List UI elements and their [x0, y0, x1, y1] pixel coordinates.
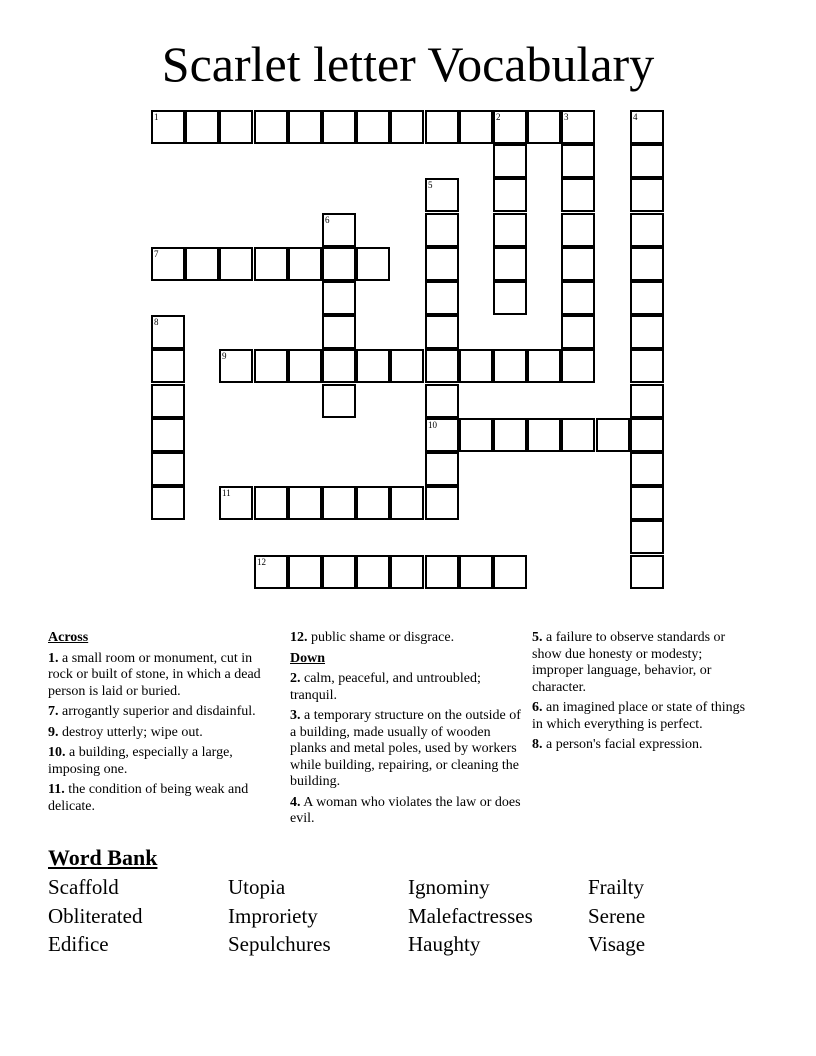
grid-cell[interactable]: [425, 418, 459, 452]
grid-cell[interactable]: [151, 384, 185, 418]
grid-cell[interactable]: [356, 349, 390, 383]
word-bank-item: Visage: [588, 932, 646, 956]
grid-cell[interactable]: [288, 349, 322, 383]
grid-cell[interactable]: [151, 315, 185, 349]
grid-cell[interactable]: [425, 247, 459, 281]
grid-cell[interactable]: [561, 110, 595, 144]
clue-across-7: 7. arrogantly superior and disdainful.: [48, 704, 256, 719]
grid-cell[interactable]: [630, 247, 664, 281]
grid-cell[interactable]: [254, 486, 288, 520]
grid-cell[interactable]: [630, 555, 664, 589]
grid-cell[interactable]: [322, 486, 356, 520]
grid-cell[interactable]: [425, 349, 459, 383]
word-bank-item: Frailty: [588, 875, 644, 899]
grid-cell[interactable]: [561, 178, 595, 212]
grid-cell[interactable]: [356, 486, 390, 520]
grid-cell[interactable]: [288, 110, 322, 144]
grid-cell[interactable]: [390, 555, 424, 589]
grid-cell[interactable]: [630, 178, 664, 212]
grid-cell[interactable]: [630, 452, 664, 486]
grid-cell[interactable]: [356, 110, 390, 144]
clue-number: 3: [564, 112, 569, 122]
grid-cell[interactable]: [322, 213, 356, 247]
clue-down-5: 5. a failure to observe standards or show due honesty or modesty; improper language, behavior, or character.: [532, 630, 726, 695]
clue-number: 10: [428, 420, 437, 430]
grid-cell[interactable]: [219, 486, 253, 520]
grid-cell[interactable]: [561, 247, 595, 281]
grid-cell[interactable]: [254, 349, 288, 383]
grid-cell[interactable]: [527, 418, 561, 452]
grid-cell[interactable]: [390, 110, 424, 144]
grid-cell[interactable]: [630, 213, 664, 247]
grid-cell[interactable]: [356, 247, 390, 281]
grid-cell[interactable]: [288, 555, 322, 589]
grid-cell[interactable]: [596, 418, 630, 452]
grid-cell[interactable]: [493, 281, 527, 315]
clue-down-6: 6. an imagined place or state of things in which everything is perfect.: [532, 700, 746, 732]
grid-cell[interactable]: [493, 555, 527, 589]
grid-cell[interactable]: [630, 315, 664, 349]
clue-down-8: 8. a person's facial expression.: [532, 737, 703, 752]
grid-cell[interactable]: [322, 281, 356, 315]
grid-cell[interactable]: [390, 486, 424, 520]
clue-number: 4: [633, 112, 638, 122]
grid-cell[interactable]: [527, 110, 561, 144]
grid-cell[interactable]: [322, 555, 356, 589]
grid-cell[interactable]: [561, 418, 595, 452]
grid-cell[interactable]: [254, 555, 288, 589]
grid-cell[interactable]: [493, 178, 527, 212]
grid-cell[interactable]: [425, 384, 459, 418]
clue-number: 11: [222, 488, 231, 498]
grid-cell[interactable]: [493, 247, 527, 281]
clue-number: 12: [257, 557, 266, 567]
grid-cell[interactable]: [459, 418, 493, 452]
grid-cell[interactable]: [527, 349, 561, 383]
clue-number: 5: [428, 180, 433, 190]
grid-cell[interactable]: [322, 349, 356, 383]
clue-across-9: 9. destroy utterly; wipe out.: [48, 724, 203, 740]
grid-cell[interactable]: [425, 110, 459, 144]
grid-cell[interactable]: [630, 486, 664, 520]
grid-cell[interactable]: [425, 281, 459, 315]
grid-cell[interactable]: [254, 110, 288, 144]
grid-cell[interactable]: [630, 418, 664, 452]
word-bank-item: Ignominy: [408, 875, 490, 899]
grid-cell[interactable]: [322, 247, 356, 281]
word-bank-item: Sepulchures: [228, 932, 331, 956]
grid-cell[interactable]: [493, 418, 527, 452]
grid-cell[interactable]: [425, 452, 459, 486]
grid-cell[interactable]: [425, 178, 459, 212]
grid-cell[interactable]: [561, 315, 595, 349]
grid-cell[interactable]: [493, 349, 527, 383]
grid-cell[interactable]: [561, 349, 595, 383]
right-clues-column: [532, 630, 757, 758]
grid-cell[interactable]: [630, 520, 664, 554]
grid-cell[interactable]: [425, 213, 459, 247]
grid-cell[interactable]: [561, 213, 595, 247]
word-bank-item: Improriety: [228, 904, 318, 928]
grid-cell[interactable]: [630, 384, 664, 418]
clue-across-1: 1. a small room or monument, cut in rock or built of stone, in which a dead person is laid or buried.: [48, 650, 261, 699]
grid-cell[interactable]: [459, 555, 493, 589]
word-bank-item: Edifice: [48, 932, 109, 956]
grid-cell[interactable]: [425, 555, 459, 589]
clue-number: 8: [154, 317, 159, 327]
across-clues-column: [48, 630, 270, 819]
grid-cell[interactable]: [288, 247, 322, 281]
page-title: Scarlet letter Vocabulary: [161, 36, 655, 92]
clue-number: 6: [325, 215, 330, 225]
word-bank-heading: Word Bank: [48, 845, 158, 870]
clue-across-11: 11. the condition of being weak and delicate.: [48, 782, 249, 814]
grid-cell[interactable]: [151, 349, 185, 383]
word-bank-item: Malefactresses: [408, 904, 533, 928]
down-heading: Down: [290, 650, 326, 666]
grid-cell[interactable]: [185, 247, 219, 281]
middle-clues-column: [290, 630, 522, 832]
word-bank-item: Scaffold: [48, 875, 119, 899]
grid-cell[interactable]: [219, 110, 253, 144]
grid-cell[interactable]: [151, 247, 185, 281]
across-heading: Across: [48, 630, 89, 645]
grid-cell[interactable]: [322, 110, 356, 144]
clue-across-10: 10. a building, especially a large, imposing one.: [48, 745, 233, 777]
grid-cell[interactable]: [356, 555, 390, 589]
clue-number: 1: [154, 112, 159, 122]
clue-down-4: 4. A woman who violates the law or does evil.: [290, 794, 521, 826]
grid-cell[interactable]: [630, 281, 664, 315]
grid-cell[interactable]: [288, 486, 322, 520]
grid-cell[interactable]: [390, 349, 424, 383]
grid-cell[interactable]: [151, 418, 185, 452]
grid-cell[interactable]: [630, 144, 664, 178]
grid-cell[interactable]: [630, 110, 664, 144]
grid-cell[interactable]: [493, 144, 527, 178]
grid-cell[interactable]: [322, 315, 356, 349]
word-bank-item: Utopia: [228, 875, 286, 899]
clue-number: 9: [222, 351, 227, 361]
clue-down-3: 3. a temporary structure on the outside of a building, made usually of wooden planks and metal poles, used by workers while building, repairing, or cleaning the building.: [290, 708, 521, 789]
word-bank-item: Haughty: [408, 932, 481, 956]
grid-cell[interactable]: [151, 486, 185, 520]
clue-down-2: 2. calm, peaceful, and untroubled; tranquil.: [290, 671, 481, 703]
grid-cell[interactable]: [219, 247, 253, 281]
grid-cell[interactable]: [425, 486, 459, 520]
clue-number: 2: [496, 112, 501, 122]
grid-cell[interactable]: [254, 247, 288, 281]
word-bank-item: Obliterated: [48, 904, 143, 928]
grid-cell[interactable]: [459, 349, 493, 383]
word-bank-item: Serene: [588, 904, 646, 928]
grid-cell[interactable]: [561, 144, 595, 178]
clue-number: 7: [154, 249, 159, 259]
grid-cell[interactable]: [561, 281, 595, 315]
grid-cell[interactable]: [219, 349, 253, 383]
clue-across-12: 12. public shame or disgrace.: [290, 630, 455, 645]
grid-cell[interactable]: [185, 110, 219, 144]
grid-cell[interactable]: [151, 452, 185, 486]
grid-cell[interactable]: [322, 384, 356, 418]
grid-cell[interactable]: [151, 110, 185, 144]
grid-cell[interactable]: [493, 213, 527, 247]
grid-cell[interactable]: [459, 110, 493, 144]
grid-cell[interactable]: [425, 315, 459, 349]
grid-cell[interactable]: [493, 110, 527, 144]
grid-cell[interactable]: [630, 349, 664, 383]
